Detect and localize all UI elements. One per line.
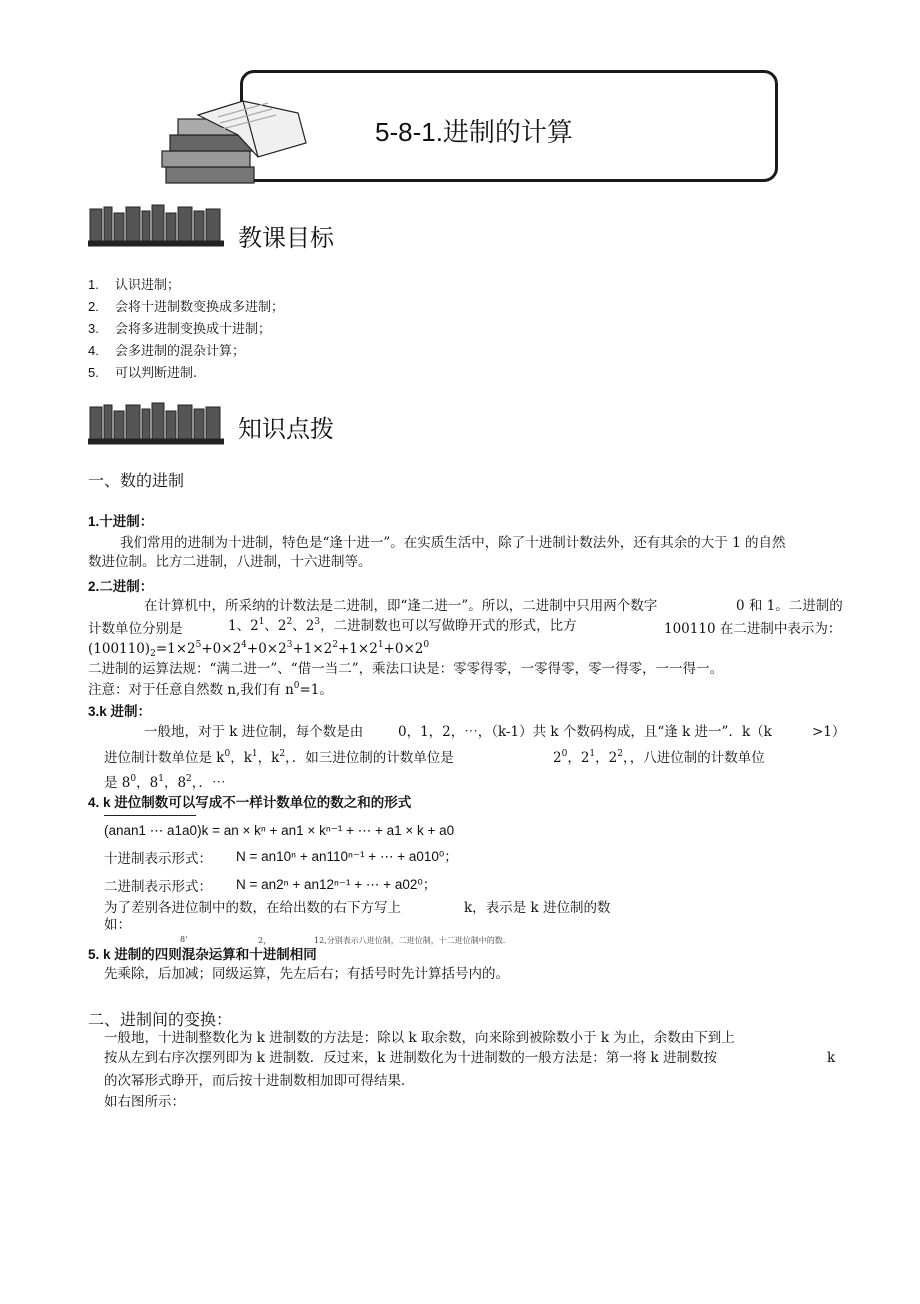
bookshelf-icon [88,203,224,247]
list-item: 2. 会将十进制数变换成多进制； [88,299,285,315]
paragraph-line: 我们常用的进制为十进制，特色是“逢十进一”。在实质生活中，除了十进制计数法外，还有其余的大于 1 的自然 [120,535,786,551]
paragraph-line: 0 和 1。二进制的 [736,598,843,614]
objectives-list [88,274,284,384]
small-note: 12,分别表示八进位制，二进位制，十二进位制中的数. [314,936,506,945]
subheading-k-expansion: 4. k 进位制数可以写成不一样计数单位的数之和的形式 [88,795,412,810]
paragraph-line: 二进制的运算法规：“满二进一”、“借一当二”，乘法口诀是：零零得零，一零得零，零一得零，一一得一。 [88,661,724,677]
formula-label: 十进制表示形式： [104,851,212,867]
books-icon [158,95,308,190]
binary-units: 1、$2^1$、$2^2$、$2^3$，二进制数也可以写做睁开式的形式，比方 [228,617,577,634]
subheading-decimal: 1.十进制： [88,514,154,529]
heading-number-bases: 一、数的进制 [88,471,185,490]
paragraph-line: 如右图所示： [104,1094,185,1110]
subheading-k-base: 3.k 进制： [88,704,152,719]
paragraph-line: 一般地，十进制整数化为 k 进制数的方法是：除以 k 取余数，向来除到被除数小于 k 为止，余数由下到上 [104,1030,735,1046]
list-item: 3. 会将多进制变换成十进制； [88,321,272,337]
formula-binary: N = an2ⁿ + an12ⁿ⁻¹ + ⋯ + a02⁰； [236,877,437,892]
paragraph-line: 一般地，对于 k 进位制，每个数是由 [144,724,364,740]
paragraph-line: 先乘除，后加减；同级运算，先左后右；有括号时先计算括号内的。 [104,966,509,982]
small-note: 2， [258,936,272,945]
heading-base-conversion: 二、进制间的变换： [88,1010,233,1029]
section-title-knowledge: 知识点拨 [238,415,334,443]
formula-general: (anan1 ⋯ a1a0)k = an × kⁿ + an1 × kⁿ⁻¹ + ⋯ + a1 × k + a0 [104,823,455,838]
paragraph-line: 100110 在二进制中表示为： [664,621,842,637]
paragraph-line: 是 $8^0$，$8^1$，$8^2$，．⋯ [104,774,226,791]
formula-decimal: N = an10ⁿ + an110ⁿ⁻¹ + ⋯ + a010⁰； [236,849,458,864]
paragraph-line: 进位制计数单位是 $k^0$，$k^1$，$k^2$，．如三进位制的计数单位是 [104,749,454,766]
paragraph-line: 为了差别各进位制中的数，在给出数的右下方写上 [104,900,401,916]
paragraph-line: 如： [104,917,131,933]
paragraph-line: 按从左到右序次摆列即为 k 进制数．反过来，k 进制数化为十进制数的一般方法是：第一将 k 进制数按 [104,1050,717,1066]
list-item: 1. 认识进制； [88,277,181,293]
paragraph-line: 的次幂形式睁开，而后按十进制数相加即可得结果． [104,1073,415,1089]
paragraph-line: 注意：对于任意自然数 n,我们有 $n^0=1$。 [88,681,333,698]
page-title: 5-8-1.进制的计算 [375,117,573,147]
paragraph-line: k [827,1050,836,1066]
bookshelf-icon [88,401,224,445]
list-item: 4. 会多进制的混杂计算； [88,343,246,359]
section-title-objectives: 教课目标 [238,224,334,252]
subheading-k-operations: 5. k 进制的四则混杂运算和十进制相同 [88,947,317,962]
paragraph-line: 0，1，2，⋯，（k-1）共 k 个数码构成，且“逢 k 进一”．k（k [398,724,772,740]
binary-expansion: $(100110)_2=1\times 2^5+0\times 2^4+0\times 2^3+1\times 2^2+1\times 2^1+0\times 2^0$ [88,640,430,659]
small-note: 8' [180,935,188,944]
paragraph-line: k，表示是 k 进位制的数 [464,900,611,916]
paragraph-line: 计数单位分别是 [88,621,183,637]
list-item: 5. 可以判断进制. [88,365,198,381]
paragraph-line: 数进位制。比方二进制，八进制，十六进制等。 [88,554,372,570]
formula-label: 二进制表示形式： [104,879,212,895]
paragraph-line: >1） [812,724,846,740]
paragraph-line: $2^0$，$2^1$，$2^2$，，八进位制的计数单位 [553,749,765,766]
paragraph-line: 在计算机中，所采纳的计数法是二进制，即“逢二进一”。所以，二进制中只用两个数字 [144,598,658,614]
subheading-binary: 2.二进制： [88,579,154,594]
overline [104,815,196,816]
